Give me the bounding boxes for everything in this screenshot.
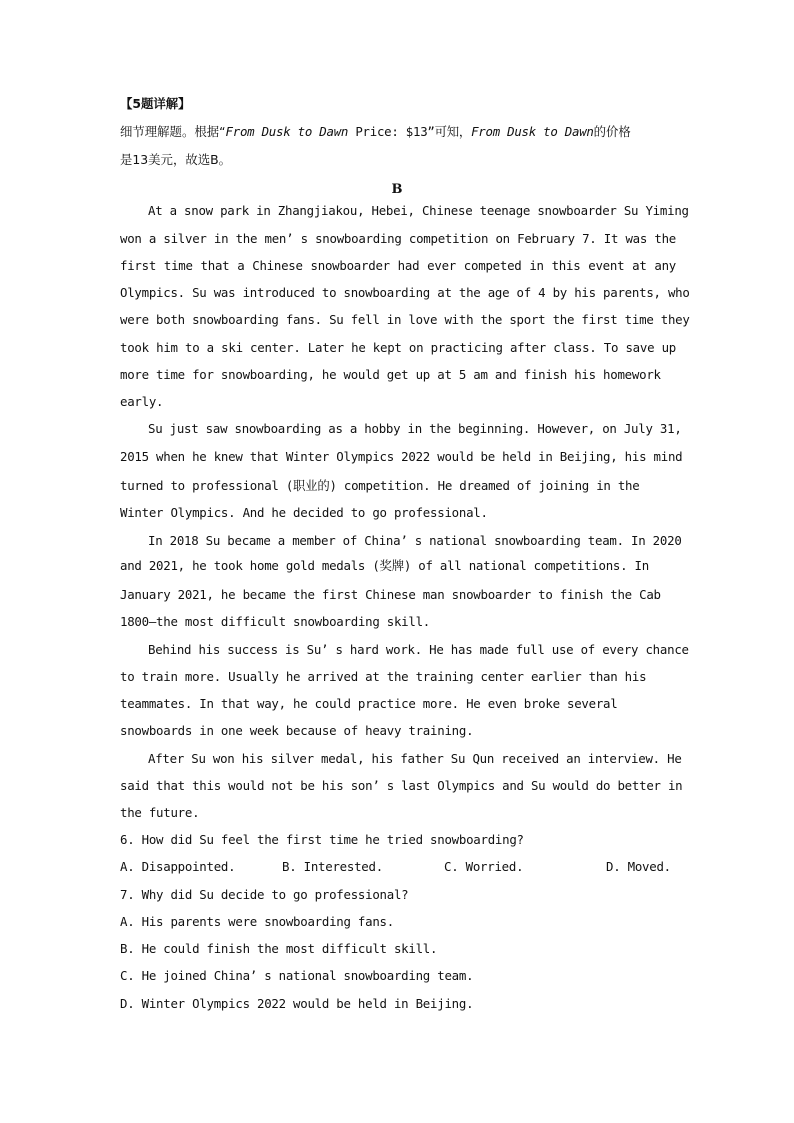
book-title: From Dusk to Dawn [471,124,594,139]
paragraph-line: Olympics. Su was introduced to snowboarding at the age of 4 by his parents, who [120,285,690,300]
paragraph-line: snowboards in one week because of heavy training. [120,723,474,738]
option-d: D. Winter Olympics 2022 would be held in Beijing. [120,996,474,1011]
paragraph-line: and 2021, he took home gold medals (奖牌) of all national competitions. In [120,558,649,573]
option-b: B. Interested. [282,859,383,874]
paragraph-line: to train more. Usually he arrived at the training center earlier than his [120,669,647,684]
paragraph-line: After Su won his silver medal, his father Su Qun received an interview. He [148,751,682,766]
option-d: D. Moved. [606,859,671,874]
paragraph-line: Su just saw snowboarding as a hobby in the beginning. However, on July 31, [148,421,682,436]
option-b: B. He could finish the most difficult skill. [120,941,438,956]
question-stem: 7. Why did Su decide to go professional? [120,887,409,902]
explanation-suffix: 的价格 [593,124,631,139]
paragraph-line: January 2021, he became the first Chinese man snowboarder to finish the Cab [120,587,661,602]
question-stem: 6. How did Su feel the first time he tried snowboarding? [120,832,524,847]
paragraph-line: early. [120,394,164,409]
paragraph-line: 2015 when he knew that Winter Olympics 2022 would be held in Beijing, his mind [120,449,683,464]
paragraph-line: Behind his success is Su’ s hard work. He has made full use of every chance [148,642,689,657]
option-c: C. Worried. [444,859,524,874]
explanation-mid: Price: $13”可知， [348,124,472,139]
passage-label: B [391,182,403,197]
option-c: C. He joined China’ s national snowboarding team. [120,968,474,983]
paragraph-line: took him to a ski center. Later he kept on practicing after class. To save up [120,340,676,355]
explanation-line-1 [120,124,676,140]
explanation-heading: 【5题详解】 [120,96,191,111]
book-title: From Dusk to Dawn [225,124,349,139]
paragraph-line: Winter Olympics. And he decided to go professional. [120,505,488,520]
paragraph-line: 1800—the most difficult snowboarding skill. [120,614,431,629]
paragraph-line: teammates. In that way, he could practice more. He even broke several [120,696,618,711]
paragraph-line: were both snowboarding fans. Su fell in love with the sport the first time they [120,312,690,327]
option-a: A. His parents were snowboarding fans. [120,914,394,929]
paragraph-line: first time that a Chinese snowboarder had ever competed in this event at any [120,258,676,273]
paragraph-line: won a silver in the men’ s snowboarding competition on February 7. It was the [120,231,676,246]
paragraph-line: more time for snowboarding, he would get up at 5 am and finish his homework [120,367,661,382]
paragraph-line: In 2018 Su became a member of China’ s national snowboarding team. In 2020 [148,533,682,548]
paragraph-line: said that this would not be his son’ s last Olympics and Su would do better in [120,778,683,793]
paragraph-line: the future. [120,805,200,820]
option-a: A. Disappointed. [120,859,236,874]
paragraph-line: At a snow park in Zhangjiakou, Hebei, Chinese teenage snowboarder Su Yiming [148,203,689,218]
explanation-line-2: 是13美元，故选B。 [120,152,232,167]
paragraph-line: turned to professional (职业的) competition. He dreamed of joining in the [120,478,640,493]
explanation-prefix: 细节理解题。根据“ [120,124,226,139]
